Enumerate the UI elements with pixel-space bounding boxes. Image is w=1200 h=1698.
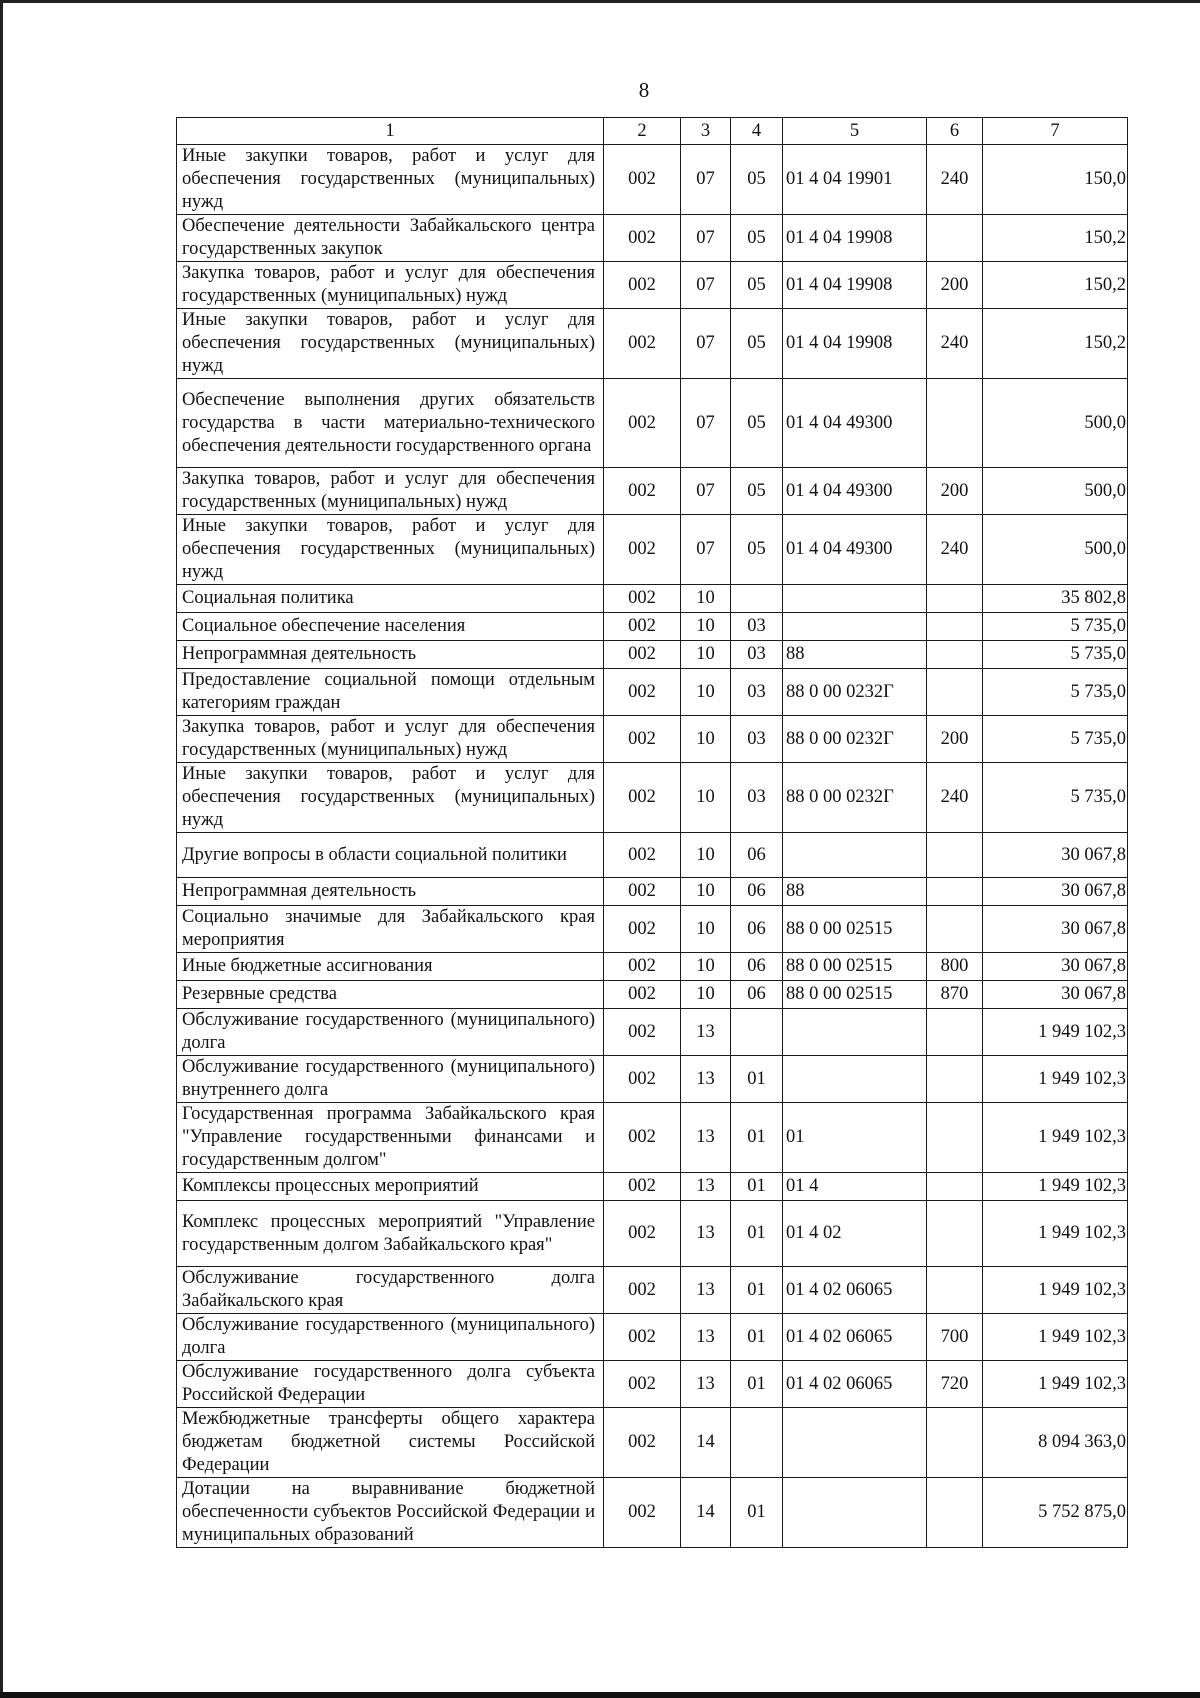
col-3-cell: 13 xyxy=(681,1361,731,1408)
table-row xyxy=(177,906,1128,953)
col-6-cell xyxy=(927,585,983,613)
table-row xyxy=(177,1201,1128,1267)
table-row xyxy=(177,585,1128,613)
col-4-cell: 01 xyxy=(731,1201,783,1267)
col-5-cell: 88 0 00 02515 xyxy=(783,953,927,981)
col-6-cell xyxy=(927,906,983,953)
col-4-cell: 05 xyxy=(731,309,783,379)
col-6-cell: 240 xyxy=(927,145,983,215)
col-2-cell: 002 xyxy=(604,1173,681,1201)
col-5-cell xyxy=(783,1009,927,1056)
row-description: Социальная политика xyxy=(177,585,604,613)
col-7-amount: 5 735,0 xyxy=(983,716,1128,763)
col-6-cell xyxy=(927,215,983,262)
col-3-cell: 10 xyxy=(681,833,731,878)
col-2-cell: 002 xyxy=(604,1267,681,1314)
col-5-cell: 01 4 04 19908 xyxy=(783,309,927,379)
col-3-cell: 07 xyxy=(681,468,731,515)
col-7-amount: 1 949 102,3 xyxy=(983,1009,1128,1056)
col-6-cell xyxy=(927,1201,983,1267)
col-4-cell: 03 xyxy=(731,763,783,833)
row-description: Обслуживание государственного (муниципального) внутреннего долга xyxy=(177,1056,604,1103)
col-4-cell: 01 xyxy=(731,1314,783,1361)
col-5-cell: 01 4 02 06065 xyxy=(783,1314,927,1361)
col-2-cell: 002 xyxy=(604,1201,681,1267)
row-description: Непрограммная деятельность xyxy=(177,641,604,669)
row-description: Закупка товаров, работ и услуг для обеспечения государственных (муниципальных) нужд xyxy=(177,262,604,309)
col-4-cell xyxy=(731,1408,783,1478)
col-4-cell: 05 xyxy=(731,515,783,585)
table-row xyxy=(177,468,1128,515)
col-5-cell: 88 xyxy=(783,641,927,669)
table-row xyxy=(177,1103,1128,1173)
col-6-cell: 200 xyxy=(927,262,983,309)
row-description: Обслуживание государственного (муниципального) долга xyxy=(177,1314,604,1361)
table-row xyxy=(177,1314,1128,1361)
row-description: Комплексы процессных мероприятий xyxy=(177,1173,604,1201)
col-4-cell: 03 xyxy=(731,641,783,669)
table-row xyxy=(177,1173,1128,1201)
col-7-amount: 1 949 102,3 xyxy=(983,1267,1128,1314)
row-description: Комплекс процессных мероприятий "Управление государственным долгом Забайкальского края" xyxy=(177,1201,604,1267)
col-4-cell: 03 xyxy=(731,716,783,763)
col-3-cell: 10 xyxy=(681,585,731,613)
col-5-cell xyxy=(783,1478,927,1548)
col-6-cell: 700 xyxy=(927,1314,983,1361)
scan-border-top xyxy=(0,0,1200,3)
col-3-cell: 13 xyxy=(681,1056,731,1103)
col-3-cell: 10 xyxy=(681,641,731,669)
row-description: Социально значимые для Забайкальского края мероприятия xyxy=(177,906,604,953)
col-5-cell: 88 0 00 02515 xyxy=(783,981,927,1009)
col-4-cell: 06 xyxy=(731,878,783,906)
col-7-amount: 150,2 xyxy=(983,309,1128,379)
col-3-cell: 13 xyxy=(681,1009,731,1056)
row-description: Иные закупки товаров, работ и услуг для обеспечения государственных (муниципальных) нужд xyxy=(177,763,604,833)
col-6-cell xyxy=(927,1009,983,1056)
col-2-cell: 002 xyxy=(604,309,681,379)
col-7-amount: 1 949 102,3 xyxy=(983,1103,1128,1173)
col-3-cell: 07 xyxy=(681,515,731,585)
col-2-cell: 002 xyxy=(604,262,681,309)
col-2-cell: 002 xyxy=(604,953,681,981)
col-7-amount: 150,0 xyxy=(983,145,1128,215)
col-3-cell: 07 xyxy=(681,262,731,309)
col-3-cell: 07 xyxy=(681,309,731,379)
table-row xyxy=(177,1478,1128,1548)
col-2-cell: 002 xyxy=(604,833,681,878)
col-5-cell: 01 4 04 19901 xyxy=(783,145,927,215)
header-cell: 5 xyxy=(783,118,927,145)
col-3-cell: 10 xyxy=(681,613,731,641)
table-row xyxy=(177,953,1128,981)
col-2-cell: 002 xyxy=(604,716,681,763)
col-6-cell xyxy=(927,833,983,878)
header-cell: 1 xyxy=(177,118,604,145)
col-4-cell: 05 xyxy=(731,379,783,468)
col-2-cell: 002 xyxy=(604,1056,681,1103)
col-6-cell xyxy=(927,1267,983,1314)
col-6-cell: 200 xyxy=(927,716,983,763)
header-cell: 4 xyxy=(731,118,783,145)
row-description: Обслуживание государственного (муниципального) долга xyxy=(177,1009,604,1056)
col-6-cell xyxy=(927,1408,983,1478)
col-7-amount: 35 802,8 xyxy=(983,585,1128,613)
table-row xyxy=(177,1267,1128,1314)
row-description: Иные закупки товаров, работ и услуг для обеспечения государственных (муниципальных) нужд xyxy=(177,515,604,585)
table-row xyxy=(177,1056,1128,1103)
col-6-cell xyxy=(927,1103,983,1173)
col-4-cell: 06 xyxy=(731,981,783,1009)
row-description: Обслуживание государственного долга субъекта Российской Федерации xyxy=(177,1361,604,1408)
col-6-cell xyxy=(927,1478,983,1548)
col-7-amount: 30 067,8 xyxy=(983,953,1128,981)
col-3-cell: 07 xyxy=(681,379,731,468)
col-5-cell: 88 0 00 0232Г xyxy=(783,763,927,833)
col-6-cell: 800 xyxy=(927,953,983,981)
col-4-cell: 03 xyxy=(731,669,783,716)
col-5-cell xyxy=(783,833,927,878)
col-2-cell: 002 xyxy=(604,906,681,953)
table-row xyxy=(177,1009,1128,1056)
table-row xyxy=(177,613,1128,641)
col-7-amount: 8 094 363,0 xyxy=(983,1408,1128,1478)
table-row xyxy=(177,878,1128,906)
col-7-amount: 30 067,8 xyxy=(983,906,1128,953)
col-5-cell: 88 0 00 0232Г xyxy=(783,716,927,763)
col-2-cell: 002 xyxy=(604,1103,681,1173)
col-7-amount: 5 735,0 xyxy=(983,613,1128,641)
col-2-cell: 002 xyxy=(604,1009,681,1056)
col-7-amount: 5 735,0 xyxy=(983,669,1128,716)
row-description: Межбюджетные трансферты общего характера бюджетам бюджетной системы Российской Федерации xyxy=(177,1408,604,1478)
row-description: Государственная программа Забайкальского края "Управление государственными финансами и государственным долгом" xyxy=(177,1103,604,1173)
col-6-cell xyxy=(927,613,983,641)
col-5-cell: 01 4 04 49300 xyxy=(783,468,927,515)
col-2-cell: 002 xyxy=(604,641,681,669)
col-3-cell: 10 xyxy=(681,669,731,716)
col-6-cell xyxy=(927,1056,983,1103)
col-5-cell: 88 0 00 0232Г xyxy=(783,669,927,716)
col-5-cell: 01 xyxy=(783,1103,927,1173)
col-3-cell: 13 xyxy=(681,1173,731,1201)
col-7-amount: 5 735,0 xyxy=(983,641,1128,669)
col-4-cell xyxy=(731,585,783,613)
col-3-cell: 10 xyxy=(681,878,731,906)
col-5-cell: 01 4 04 49300 xyxy=(783,379,927,468)
col-3-cell: 10 xyxy=(681,716,731,763)
col-6-cell xyxy=(927,379,983,468)
col-7-amount: 500,0 xyxy=(983,379,1128,468)
col-5-cell: 01 4 04 19908 xyxy=(783,215,927,262)
col-5-cell: 88 0 00 02515 xyxy=(783,906,927,953)
col-7-amount: 1 949 102,3 xyxy=(983,1056,1128,1103)
table-row xyxy=(177,1408,1128,1478)
col-2-cell: 002 xyxy=(604,515,681,585)
row-description: Закупка товаров, работ и услуг для обеспечения государственных (муниципальных) нужд xyxy=(177,716,604,763)
col-5-cell: 01 4 04 49300 xyxy=(783,515,927,585)
col-5-cell xyxy=(783,613,927,641)
table-row xyxy=(177,379,1128,468)
col-7-amount: 1 949 102,3 xyxy=(983,1201,1128,1267)
table-row xyxy=(177,981,1128,1009)
col-5-cell: 01 4 xyxy=(783,1173,927,1201)
row-description: Закупка товаров, работ и услуг для обеспечения государственных (муниципальных) нужд xyxy=(177,468,604,515)
col-2-cell: 002 xyxy=(604,669,681,716)
col-7-amount: 500,0 xyxy=(983,468,1128,515)
col-4-cell: 01 xyxy=(731,1361,783,1408)
col-5-cell xyxy=(783,585,927,613)
scan-border-left xyxy=(0,0,3,1698)
table-row xyxy=(177,716,1128,763)
col-3-cell: 10 xyxy=(681,906,731,953)
col-5-cell xyxy=(783,1056,927,1103)
col-4-cell: 01 xyxy=(731,1173,783,1201)
col-3-cell: 13 xyxy=(681,1201,731,1267)
table-row xyxy=(177,215,1128,262)
col-6-cell: 240 xyxy=(927,309,983,379)
col-4-cell xyxy=(731,1009,783,1056)
col-2-cell: 002 xyxy=(604,585,681,613)
row-description: Резервные средства xyxy=(177,981,604,1009)
col-7-amount: 150,2 xyxy=(983,215,1128,262)
col-7-amount: 30 067,8 xyxy=(983,981,1128,1009)
col-3-cell: 13 xyxy=(681,1314,731,1361)
col-2-cell: 002 xyxy=(604,613,681,641)
col-2-cell: 002 xyxy=(604,981,681,1009)
col-4-cell: 05 xyxy=(731,145,783,215)
row-description: Обеспечение выполнения других обязательств государства в части материально-технического обеспечения деятельности государственного органа xyxy=(177,379,604,468)
col-2-cell: 002 xyxy=(604,763,681,833)
col-6-cell xyxy=(927,669,983,716)
col-7-amount: 1 949 102,3 xyxy=(983,1361,1128,1408)
col-5-cell: 01 4 02 xyxy=(783,1201,927,1267)
col-4-cell: 01 xyxy=(731,1267,783,1314)
col-2-cell: 002 xyxy=(604,1408,681,1478)
col-5-cell: 01 4 04 19908 xyxy=(783,262,927,309)
col-5-cell: 01 4 02 06065 xyxy=(783,1361,927,1408)
col-7-amount: 1 949 102,3 xyxy=(983,1173,1128,1201)
col-5-cell xyxy=(783,1408,927,1478)
col-7-amount: 5 735,0 xyxy=(983,763,1128,833)
col-7-amount: 30 067,8 xyxy=(983,878,1128,906)
table-row xyxy=(177,515,1128,585)
col-4-cell: 06 xyxy=(731,953,783,981)
table-row xyxy=(177,763,1128,833)
col-4-cell: 06 xyxy=(731,906,783,953)
col-3-cell: 10 xyxy=(681,981,731,1009)
scan-border-bottom xyxy=(0,1692,1200,1698)
col-6-cell: 240 xyxy=(927,763,983,833)
col-7-amount: 500,0 xyxy=(983,515,1128,585)
col-4-cell: 01 xyxy=(731,1103,783,1173)
col-6-cell: 870 xyxy=(927,981,983,1009)
col-3-cell: 07 xyxy=(681,145,731,215)
header-cell: 2 xyxy=(604,118,681,145)
table-row xyxy=(177,669,1128,716)
row-description: Иные бюджетные ассигнования xyxy=(177,953,604,981)
table-row xyxy=(177,145,1128,215)
row-description: Дотации на выравнивание бюджетной обеспеченности субъектов Российской Федерации и муниципальных образований xyxy=(177,1478,604,1548)
header-cell: 7 xyxy=(983,118,1128,145)
col-4-cell: 01 xyxy=(731,1056,783,1103)
row-description: Предоставление социальной помощи отдельным категориям граждан xyxy=(177,669,604,716)
col-5-cell: 88 xyxy=(783,878,927,906)
col-4-cell: 06 xyxy=(731,833,783,878)
col-3-cell: 10 xyxy=(681,953,731,981)
col-2-cell: 002 xyxy=(604,379,681,468)
col-2-cell: 002 xyxy=(604,215,681,262)
table-row xyxy=(177,641,1128,669)
col-4-cell: 03 xyxy=(731,613,783,641)
col-7-amount: 30 067,8 xyxy=(983,833,1128,878)
col-2-cell: 002 xyxy=(604,878,681,906)
col-3-cell: 07 xyxy=(681,215,731,262)
col-7-amount: 5 752 875,0 xyxy=(983,1478,1128,1548)
row-description: Непрограммная деятельность xyxy=(177,878,604,906)
budget-table xyxy=(176,117,1128,1548)
col-4-cell: 05 xyxy=(731,262,783,309)
header-cell: 3 xyxy=(681,118,731,145)
col-6-cell: 720 xyxy=(927,1361,983,1408)
row-description: Социальное обеспечение населения xyxy=(177,613,604,641)
row-description: Иные закупки товаров, работ и услуг для обеспечения государственных (муниципальных) нужд xyxy=(177,309,604,379)
col-7-amount: 1 949 102,3 xyxy=(983,1314,1128,1361)
col-2-cell: 002 xyxy=(604,1361,681,1408)
col-6-cell: 240 xyxy=(927,515,983,585)
col-2-cell: 002 xyxy=(604,468,681,515)
col-5-cell: 01 4 02 06065 xyxy=(783,1267,927,1314)
header-cell: 6 xyxy=(927,118,983,145)
col-7-amount: 150,2 xyxy=(983,262,1128,309)
col-6-cell xyxy=(927,878,983,906)
col-4-cell: 05 xyxy=(731,215,783,262)
header-row xyxy=(177,118,1128,145)
col-4-cell: 01 xyxy=(731,1478,783,1548)
col-2-cell: 002 xyxy=(604,145,681,215)
table-row xyxy=(177,309,1128,379)
row-description: Иные закупки товаров, работ и услуг для обеспечения государственных (муниципальных) нужд xyxy=(177,145,604,215)
col-3-cell: 10 xyxy=(681,763,731,833)
col-3-cell: 14 xyxy=(681,1408,731,1478)
row-description: Обслуживание государственного долга Забайкальского края xyxy=(177,1267,604,1314)
col-3-cell: 13 xyxy=(681,1267,731,1314)
col-6-cell: 200 xyxy=(927,468,983,515)
col-3-cell: 14 xyxy=(681,1478,731,1548)
col-3-cell: 13 xyxy=(681,1103,731,1173)
col-4-cell: 05 xyxy=(731,468,783,515)
col-6-cell xyxy=(927,641,983,669)
row-description: Другие вопросы в области социальной политики xyxy=(177,833,604,878)
page-number: 8 xyxy=(638,78,650,102)
table-row xyxy=(177,833,1128,878)
col-2-cell: 002 xyxy=(604,1478,681,1548)
row-description: Обеспечение деятельности Забайкальского центра государственных закупок xyxy=(177,215,604,262)
col-6-cell xyxy=(927,1173,983,1201)
table-row xyxy=(177,262,1128,309)
table-row xyxy=(177,1361,1128,1408)
col-2-cell: 002 xyxy=(604,1314,681,1361)
